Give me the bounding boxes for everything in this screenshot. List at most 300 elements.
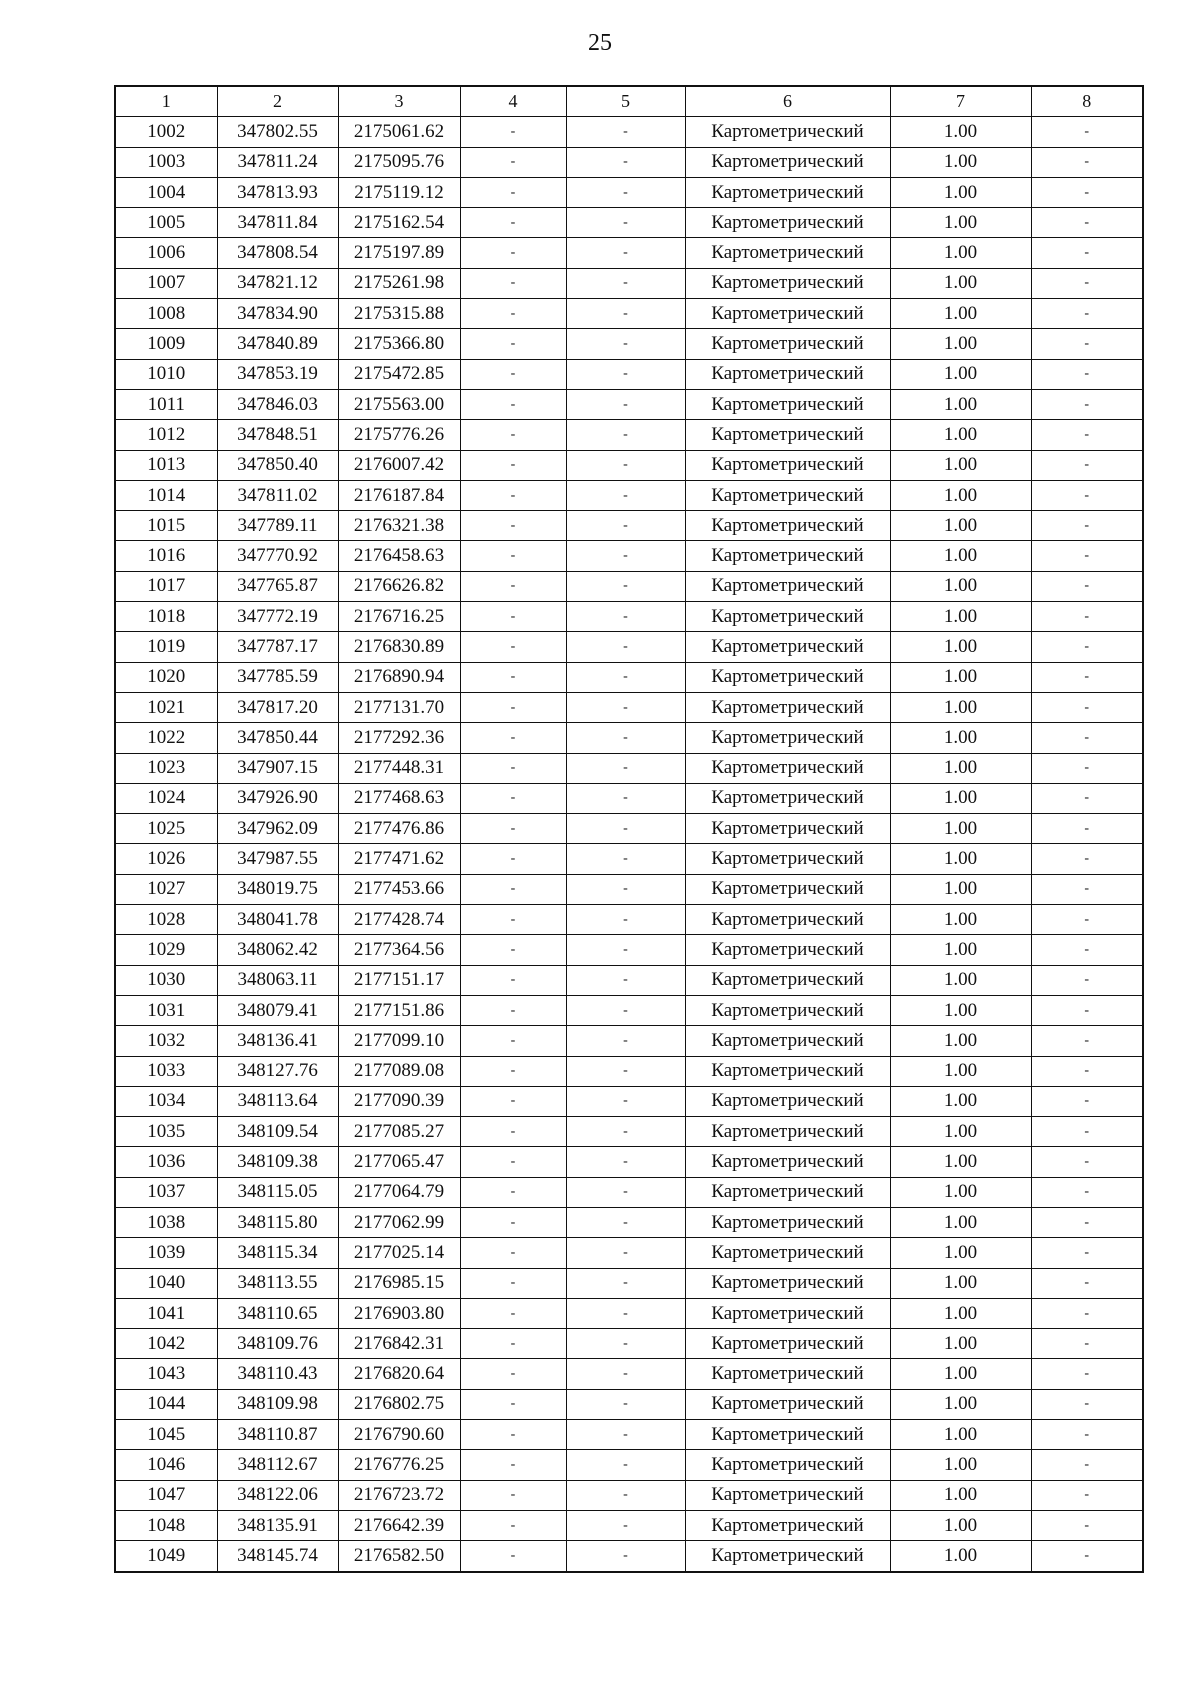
point-number-cell: 1023: [115, 753, 217, 783]
column-4-cell: -: [460, 359, 566, 389]
point-number-cell: 1034: [115, 1086, 217, 1116]
point-number-cell: 1026: [115, 844, 217, 874]
accuracy-cell: 1.00: [890, 147, 1031, 177]
y-coordinate-cell: 2177151.17: [338, 965, 460, 995]
y-coordinate-cell: 2177471.62: [338, 844, 460, 874]
table-row: [115, 1480, 1143, 1510]
accuracy-cell: 1.00: [890, 1420, 1031, 1450]
accuracy-cell: 1.00: [890, 1086, 1031, 1116]
column-4-cell: -: [460, 147, 566, 177]
x-coordinate-cell: 348113.55: [217, 1268, 338, 1298]
point-number-cell: 1044: [115, 1389, 217, 1419]
method-cell: Картометрический: [685, 1268, 890, 1298]
method-cell: Картометрический: [685, 1510, 890, 1540]
x-coordinate-cell: 348110.87: [217, 1420, 338, 1450]
point-number-cell: 1022: [115, 723, 217, 753]
point-number-cell: 1021: [115, 692, 217, 722]
y-coordinate-cell: 2176716.25: [338, 602, 460, 632]
point-number-cell: 1010: [115, 359, 217, 389]
accuracy-cell: 1.00: [890, 268, 1031, 298]
x-coordinate-cell: 348063.11: [217, 965, 338, 995]
y-coordinate-cell: 2176582.50: [338, 1541, 460, 1572]
x-coordinate-cell: 348110.43: [217, 1359, 338, 1389]
method-cell: Картометрический: [685, 359, 890, 389]
method-cell: Картометрический: [685, 1238, 890, 1268]
table-row: [115, 692, 1143, 722]
point-number-cell: 1049: [115, 1541, 217, 1572]
x-coordinate-cell: 347808.54: [217, 238, 338, 268]
point-number-cell: 1035: [115, 1117, 217, 1147]
method-cell: Картометрический: [685, 1480, 890, 1510]
y-coordinate-cell: 2176890.94: [338, 662, 460, 692]
table-row: [115, 480, 1143, 510]
point-number-cell: 1048: [115, 1510, 217, 1540]
y-coordinate-cell: 2175261.98: [338, 268, 460, 298]
accuracy-cell: 1.00: [890, 177, 1031, 207]
point-number-cell: 1037: [115, 1177, 217, 1207]
y-coordinate-cell: 2175563.00: [338, 389, 460, 419]
point-number-cell: 1009: [115, 329, 217, 359]
y-coordinate-cell: 2175197.89: [338, 238, 460, 268]
column-5-cell: -: [566, 450, 685, 480]
column-4-cell: -: [460, 1510, 566, 1540]
point-number-cell: 1038: [115, 1207, 217, 1237]
table-row: [115, 1056, 1143, 1086]
column-5-cell: -: [566, 1450, 685, 1480]
column-5-cell: -: [566, 662, 685, 692]
y-coordinate-cell: 2176820.64: [338, 1359, 460, 1389]
method-cell: Картометрический: [685, 420, 890, 450]
column-8-cell: -: [1031, 1298, 1143, 1328]
column-5-cell: -: [566, 1298, 685, 1328]
accuracy-cell: 1.00: [890, 874, 1031, 904]
column-5-cell: -: [566, 420, 685, 450]
column-4-cell: -: [460, 299, 566, 329]
x-coordinate-cell: 347850.44: [217, 723, 338, 753]
x-coordinate-cell: 348115.34: [217, 1238, 338, 1268]
y-coordinate-cell: 2176842.31: [338, 1329, 460, 1359]
y-coordinate-cell: 2177131.70: [338, 692, 460, 722]
x-coordinate-cell: 347834.90: [217, 299, 338, 329]
table-row: [115, 1238, 1143, 1268]
table-row: [115, 329, 1143, 359]
column-header-4: 4: [460, 86, 566, 117]
column-header-1: 1: [115, 86, 217, 117]
column-8-cell: -: [1031, 935, 1143, 965]
method-cell: Картометрический: [685, 965, 890, 995]
point-number-cell: 1028: [115, 905, 217, 935]
method-cell: Картометрический: [685, 844, 890, 874]
column-5-cell: -: [566, 753, 685, 783]
y-coordinate-cell: 2175119.12: [338, 177, 460, 207]
column-8-cell: -: [1031, 1480, 1143, 1510]
point-number-cell: 1002: [115, 117, 217, 147]
x-coordinate-cell: 347770.92: [217, 541, 338, 571]
method-cell: Картометрический: [685, 450, 890, 480]
table-row: [115, 965, 1143, 995]
column-8-cell: -: [1031, 1510, 1143, 1540]
column-5-cell: -: [566, 1117, 685, 1147]
column-8-cell: -: [1031, 571, 1143, 601]
y-coordinate-cell: 2177065.47: [338, 1147, 460, 1177]
accuracy-cell: 1.00: [890, 692, 1031, 722]
x-coordinate-cell: 347850.40: [217, 450, 338, 480]
point-number-cell: 1033: [115, 1056, 217, 1086]
column-5-cell: -: [566, 389, 685, 419]
accuracy-cell: 1.00: [890, 480, 1031, 510]
table-row: [115, 1268, 1143, 1298]
table-row: [115, 1298, 1143, 1328]
column-5-cell: -: [566, 1480, 685, 1510]
accuracy-cell: 1.00: [890, 814, 1031, 844]
column-8-cell: -: [1031, 420, 1143, 450]
method-cell: Картометрический: [685, 177, 890, 207]
column-8-cell: -: [1031, 632, 1143, 662]
y-coordinate-cell: 2176458.63: [338, 541, 460, 571]
point-number-cell: 1031: [115, 995, 217, 1025]
column-8-cell: -: [1031, 329, 1143, 359]
table-row: [115, 1207, 1143, 1237]
column-5-cell: -: [566, 1026, 685, 1056]
accuracy-cell: 1.00: [890, 571, 1031, 601]
column-8-cell: -: [1031, 541, 1143, 571]
column-4-cell: -: [460, 632, 566, 662]
column-header-2: 2: [217, 86, 338, 117]
table-row: [115, 177, 1143, 207]
x-coordinate-cell: 348115.05: [217, 1177, 338, 1207]
accuracy-cell: 1.00: [890, 753, 1031, 783]
table-row: [115, 662, 1143, 692]
column-5-cell: -: [566, 723, 685, 753]
y-coordinate-cell: 2176007.42: [338, 450, 460, 480]
column-8-cell: -: [1031, 208, 1143, 238]
y-coordinate-cell: 2175472.85: [338, 359, 460, 389]
point-number-cell: 1047: [115, 1480, 217, 1510]
point-number-cell: 1032: [115, 1026, 217, 1056]
column-4-cell: -: [460, 208, 566, 238]
column-8-cell: -: [1031, 1268, 1143, 1298]
point-number-cell: 1015: [115, 511, 217, 541]
table-row: [115, 1026, 1143, 1056]
column-8-cell: -: [1031, 450, 1143, 480]
column-4-cell: -: [460, 1117, 566, 1147]
y-coordinate-cell: 2175776.26: [338, 420, 460, 450]
column-4-cell: -: [460, 480, 566, 510]
column-8-cell: -: [1031, 1329, 1143, 1359]
x-coordinate-cell: 348145.74: [217, 1541, 338, 1572]
column-8-cell: -: [1031, 844, 1143, 874]
column-4-cell: -: [460, 753, 566, 783]
method-cell: Картометрический: [685, 238, 890, 268]
y-coordinate-cell: 2177089.08: [338, 1056, 460, 1086]
column-4-cell: -: [460, 329, 566, 359]
column-5-cell: -: [566, 844, 685, 874]
accuracy-cell: 1.00: [890, 1056, 1031, 1086]
column-4-cell: -: [460, 117, 566, 147]
column-5-cell: -: [566, 1238, 685, 1268]
column-8-cell: -: [1031, 1389, 1143, 1419]
x-coordinate-cell: 348079.41: [217, 995, 338, 1025]
point-number-cell: 1018: [115, 602, 217, 632]
x-coordinate-cell: 347787.17: [217, 632, 338, 662]
column-5-cell: -: [566, 995, 685, 1025]
column-4-cell: -: [460, 1329, 566, 1359]
table-row: [115, 450, 1143, 480]
point-number-cell: 1043: [115, 1359, 217, 1389]
accuracy-cell: 1.00: [890, 1389, 1031, 1419]
y-coordinate-cell: 2175366.80: [338, 329, 460, 359]
column-5-cell: -: [566, 905, 685, 935]
column-8-cell: -: [1031, 874, 1143, 904]
x-coordinate-cell: 347813.93: [217, 177, 338, 207]
column-4-cell: -: [460, 511, 566, 541]
column-4-cell: -: [460, 1420, 566, 1450]
accuracy-cell: 1.00: [890, 329, 1031, 359]
column-4-cell: -: [460, 965, 566, 995]
accuracy-cell: 1.00: [890, 662, 1031, 692]
accuracy-cell: 1.00: [890, 1177, 1031, 1207]
column-header-7: 7: [890, 86, 1031, 117]
point-number-cell: 1046: [115, 1450, 217, 1480]
accuracy-cell: 1.00: [890, 935, 1031, 965]
column-5-cell: -: [566, 359, 685, 389]
x-coordinate-cell: 347987.55: [217, 844, 338, 874]
table-row: [115, 753, 1143, 783]
column-5-cell: -: [566, 177, 685, 207]
table-row: [115, 1329, 1143, 1359]
table-row: [115, 632, 1143, 662]
column-4-cell: -: [460, 1177, 566, 1207]
column-5-cell: -: [566, 1420, 685, 1450]
accuracy-cell: 1.00: [890, 208, 1031, 238]
accuracy-cell: 1.00: [890, 1268, 1031, 1298]
y-coordinate-cell: 2177151.86: [338, 995, 460, 1025]
point-number-cell: 1019: [115, 632, 217, 662]
column-4-cell: -: [460, 177, 566, 207]
accuracy-cell: 1.00: [890, 1207, 1031, 1237]
y-coordinate-cell: 2176790.60: [338, 1420, 460, 1450]
table-row: [115, 117, 1143, 147]
point-number-cell: 1012: [115, 420, 217, 450]
y-coordinate-cell: 2177453.66: [338, 874, 460, 904]
x-coordinate-cell: 347840.89: [217, 329, 338, 359]
y-coordinate-cell: 2177085.27: [338, 1117, 460, 1147]
table-row: [115, 1420, 1143, 1450]
method-cell: Картометрический: [685, 995, 890, 1025]
column-8-cell: -: [1031, 238, 1143, 268]
point-number-cell: 1007: [115, 268, 217, 298]
column-4-cell: -: [460, 1207, 566, 1237]
table-body: [115, 117, 1143, 1572]
point-number-cell: 1027: [115, 874, 217, 904]
header-row: [115, 86, 1143, 117]
accuracy-cell: 1.00: [890, 1147, 1031, 1177]
column-header-6: 6: [685, 86, 890, 117]
column-5-cell: -: [566, 511, 685, 541]
column-8-cell: -: [1031, 692, 1143, 722]
table-row: [115, 1541, 1143, 1572]
column-5-cell: -: [566, 783, 685, 813]
column-4-cell: -: [460, 420, 566, 450]
table-row: [115, 541, 1143, 571]
method-cell: Картометрический: [685, 147, 890, 177]
column-4-cell: -: [460, 1389, 566, 1419]
table-row: [115, 389, 1143, 419]
column-4-cell: -: [460, 268, 566, 298]
y-coordinate-cell: 2177476.86: [338, 814, 460, 844]
column-5-cell: -: [566, 1207, 685, 1237]
table-row: [115, 511, 1143, 541]
column-4-cell: -: [460, 1086, 566, 1116]
table-row: [115, 1510, 1143, 1540]
point-number-cell: 1004: [115, 177, 217, 207]
table-row: [115, 1086, 1143, 1116]
table-row: [115, 935, 1143, 965]
x-coordinate-cell: 347817.20: [217, 692, 338, 722]
table-row: [115, 238, 1143, 268]
column-5-cell: -: [566, 1147, 685, 1177]
column-4-cell: -: [460, 1359, 566, 1389]
point-number-cell: 1014: [115, 480, 217, 510]
column-4-cell: -: [460, 389, 566, 419]
column-5-cell: -: [566, 965, 685, 995]
column-5-cell: -: [566, 1329, 685, 1359]
accuracy-cell: 1.00: [890, 783, 1031, 813]
column-4-cell: -: [460, 905, 566, 935]
table-row: [115, 1389, 1143, 1419]
table-row: [115, 905, 1143, 935]
method-cell: Картометрический: [685, 692, 890, 722]
column-4-cell: -: [460, 541, 566, 571]
column-4-cell: -: [460, 1450, 566, 1480]
x-coordinate-cell: 347785.59: [217, 662, 338, 692]
y-coordinate-cell: 2177025.14: [338, 1238, 460, 1268]
column-8-cell: -: [1031, 1541, 1143, 1572]
x-coordinate-cell: 347811.24: [217, 147, 338, 177]
point-number-cell: 1041: [115, 1298, 217, 1328]
accuracy-cell: 1.00: [890, 1510, 1031, 1540]
column-5-cell: -: [566, 1389, 685, 1419]
column-4-cell: -: [460, 450, 566, 480]
x-coordinate-cell: 348041.78: [217, 905, 338, 935]
y-coordinate-cell: 2177468.63: [338, 783, 460, 813]
column-8-cell: -: [1031, 814, 1143, 844]
method-cell: Картометрический: [685, 299, 890, 329]
x-coordinate-cell: 348062.42: [217, 935, 338, 965]
column-4-cell: -: [460, 662, 566, 692]
y-coordinate-cell: 2175061.62: [338, 117, 460, 147]
method-cell: Картометрический: [685, 783, 890, 813]
column-4-cell: -: [460, 1541, 566, 1572]
method-cell: Картометрический: [685, 1298, 890, 1328]
method-cell: Картометрический: [685, 1147, 890, 1177]
column-4-cell: -: [460, 874, 566, 904]
table-row: [115, 359, 1143, 389]
y-coordinate-cell: 2177062.99: [338, 1207, 460, 1237]
method-cell: Картометрический: [685, 935, 890, 965]
point-number-cell: 1030: [115, 965, 217, 995]
column-5-cell: -: [566, 268, 685, 298]
column-8-cell: -: [1031, 783, 1143, 813]
method-cell: Картометрический: [685, 1026, 890, 1056]
column-header-3: 3: [338, 86, 460, 117]
method-cell: Картометрический: [685, 208, 890, 238]
column-8-cell: -: [1031, 1117, 1143, 1147]
column-5-cell: -: [566, 1086, 685, 1116]
column-8-cell: -: [1031, 662, 1143, 692]
method-cell: Картометрический: [685, 1541, 890, 1572]
x-coordinate-cell: 347811.02: [217, 480, 338, 510]
column-8-cell: -: [1031, 1147, 1143, 1177]
table-row: [115, 147, 1143, 177]
column-8-cell: -: [1031, 299, 1143, 329]
y-coordinate-cell: 2176626.82: [338, 571, 460, 601]
method-cell: Картометрический: [685, 1420, 890, 1450]
y-coordinate-cell: 2176723.72: [338, 1480, 460, 1510]
x-coordinate-cell: 348019.75: [217, 874, 338, 904]
column-8-cell: -: [1031, 965, 1143, 995]
x-coordinate-cell: 347926.90: [217, 783, 338, 813]
x-coordinate-cell: 347772.19: [217, 602, 338, 632]
x-coordinate-cell: 347848.51: [217, 420, 338, 450]
method-cell: Картометрический: [685, 1450, 890, 1480]
accuracy-cell: 1.00: [890, 511, 1031, 541]
column-5-cell: -: [566, 1541, 685, 1572]
column-5-cell: -: [566, 117, 685, 147]
y-coordinate-cell: 2177292.36: [338, 723, 460, 753]
y-coordinate-cell: 2177099.10: [338, 1026, 460, 1056]
accuracy-cell: 1.00: [890, 359, 1031, 389]
point-number-cell: 1017: [115, 571, 217, 601]
column-8-cell: -: [1031, 602, 1143, 632]
column-5-cell: -: [566, 1268, 685, 1298]
x-coordinate-cell: 348115.80: [217, 1207, 338, 1237]
accuracy-cell: 1.00: [890, 420, 1031, 450]
accuracy-cell: 1.00: [890, 905, 1031, 935]
accuracy-cell: 1.00: [890, 117, 1031, 147]
method-cell: Картометрический: [685, 905, 890, 935]
point-number-cell: 1011: [115, 389, 217, 419]
column-5-cell: -: [566, 1056, 685, 1086]
accuracy-cell: 1.00: [890, 1238, 1031, 1268]
column-5-cell: -: [566, 814, 685, 844]
accuracy-cell: 1.00: [890, 299, 1031, 329]
point-number-cell: 1005: [115, 208, 217, 238]
column-4-cell: -: [460, 783, 566, 813]
accuracy-cell: 1.00: [890, 389, 1031, 419]
method-cell: Картометрический: [685, 662, 890, 692]
table-row: [115, 208, 1143, 238]
method-cell: Картометрический: [685, 571, 890, 601]
coordinates-table: [114, 85, 1144, 1573]
column-4-cell: -: [460, 238, 566, 268]
point-number-cell: 1042: [115, 1329, 217, 1359]
column-5-cell: -: [566, 1359, 685, 1389]
column-8-cell: -: [1031, 1359, 1143, 1389]
x-coordinate-cell: 348109.76: [217, 1329, 338, 1359]
y-coordinate-cell: 2175095.76: [338, 147, 460, 177]
column-5-cell: -: [566, 935, 685, 965]
point-number-cell: 1013: [115, 450, 217, 480]
column-4-cell: -: [460, 995, 566, 1025]
y-coordinate-cell: 2176776.25: [338, 1450, 460, 1480]
table-row: [115, 1147, 1143, 1177]
column-4-cell: -: [460, 692, 566, 722]
x-coordinate-cell: 347789.11: [217, 511, 338, 541]
column-4-cell: -: [460, 1268, 566, 1298]
method-cell: Картометрический: [685, 632, 890, 662]
column-5-cell: -: [566, 208, 685, 238]
